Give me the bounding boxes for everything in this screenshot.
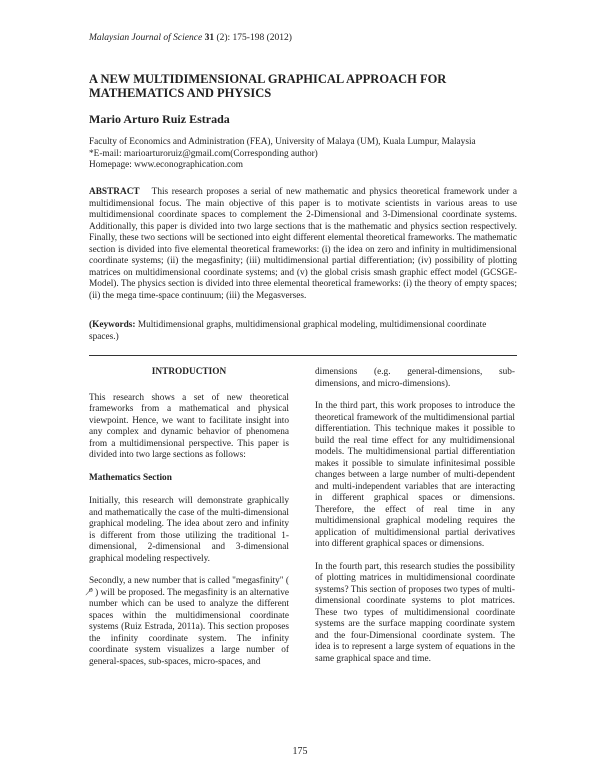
right-paragraph-2: In the third part, this work proposes to introduce the theoretical framework of the multidimensional partial differentiation. This technique makes it possible to build the real time effect for any multidimensional models. The multidimensional partial differentiation makes it possible to simulate infinitesimal possible changes between a large number of multi-dependent and multi-independent variables that are interacting in different graphical spaces or dimensions. Therefore, the effect of real time in any multidimensional graphical modeling requires the application of multidimensional partial derivatives into different graphical spaces or dimensions. [315, 401, 515, 549]
journal-volume: 31 [204, 33, 215, 43]
abstract-text: This research proposes a serial of new mathematic and physics theoretical framework under a multidimensional focus. The main objective of this paper is to motivate scientists in various areas to use multidimensional coordinate spaces to complement the 2-Dimensional and 3-Dimensional coordinate systems. Additionally, this paper is divided into two large sections that is the mathematic and physics section respectively. Finally, these two sections will be sectioned into eight different elemental theoretical frameworks. The mathematic section is divided into five elemental theoretical frameworks: (i) the idea on zero and infinity in multidimensional coordinate systems; (ii) the megasfinity; (iii) multidimensional partial differentiation; (iv) possibility of plotting matrices on multidimensional coordinate systems; and (v) the global crisis smash graphic effect model (GCSGE-Model). The physics section is divided into three elemental theoretical frameworks: (i) the theory of empty spaces; (ii) the mega time-space continuum; (iii) the Megasverses. [89, 187, 517, 301]
math-paragraph-2: Secondly, a new number that is called "megasfinity" ( ⁰̸ ) will be proposed. The megasfinity is an alternative number which can be used to analyze the different spaces within the multidimensional coordinate systems (Ruiz Estrada, 2011a). This section proposes the infinity coordinate system. The infinity coordinate system visualizes a large number of general-spaces, sub-spaces, micro-spaces, and [89, 576, 289, 667]
affiliation-block [89, 137, 529, 172]
author-name: Mario Arturo Ruiz Estrada [89, 112, 230, 126]
abstract [89, 187, 517, 302]
intro-paragraph: This research shows a set of new theoretical frameworks from a mathematical and physical viewpoint. Hence, we want to facilitate insight into any complex and dynamic behavior of phenomena from a multidimensional perspective. This paper is divided into two large sections as follows: [89, 392, 289, 460]
keywords [89, 320, 517, 343]
right-column [315, 367, 515, 676]
keywords-text: Multidimensional graphs, multidimensional graphical modeling, multidimensional coordinate spaces.) [89, 320, 487, 342]
paper-title: A NEW MULTIDIMENSIONAL GRAPHICAL APPROACH FOR MATHEMATICS AND PHYSICS [89, 72, 447, 100]
affiliation-email: *E-mail: marioarturoruiz@gmail.com(Corresponding author) [89, 148, 318, 159]
math-paragraph-1: Initially, this research will demonstrate graphically and mathematically the case of the multi-dimensional graphical modeling. The idea about zero and infinity is different from those utilizing the traditional 1-dimensional, 2-dimensional and 3-dimensional graphical modeling respectively. [89, 496, 289, 564]
right-paragraph-1: dimensions (e.g. general-dimensions, sub-dimensions, and micro-dimensions). [315, 367, 515, 389]
section-divider [89, 355, 517, 356]
abstract-label: ABSTRACT [89, 187, 140, 197]
keywords-label: (Keywords: [89, 320, 136, 330]
journal-header [89, 33, 292, 43]
affiliation-homepage: Homepage: www.econographication.com [89, 160, 244, 170]
page-number: 175 [292, 746, 308, 757]
left-column [89, 367, 289, 679]
introduction-heading: INTRODUCTION [151, 367, 227, 377]
mathematics-section-heading: Mathematics Section [89, 472, 172, 483]
journal-issue-pages: (2): 175-198 (2012) [216, 33, 292, 43]
affiliation-faculty: Faculty of Economics and Administration (FEA), University of Malaya (UM), Kuala Lumpur, Malaysia [89, 137, 476, 147]
journal-name: Malaysian Journal of Science [89, 33, 203, 43]
right-paragraph-3: In the fourth part, this research studies the possibility of plotting matrices in multidimensional coordinate systems? This section of proposes two types of multi-dimensional coordinate systems to plot matrices. These two types of multidimensional coordinate systems are the surface mapping coordinate system and the four-Dimensional coordinate system. The idea is to represent a large system of equations in the same graphical space and time. [315, 561, 515, 664]
